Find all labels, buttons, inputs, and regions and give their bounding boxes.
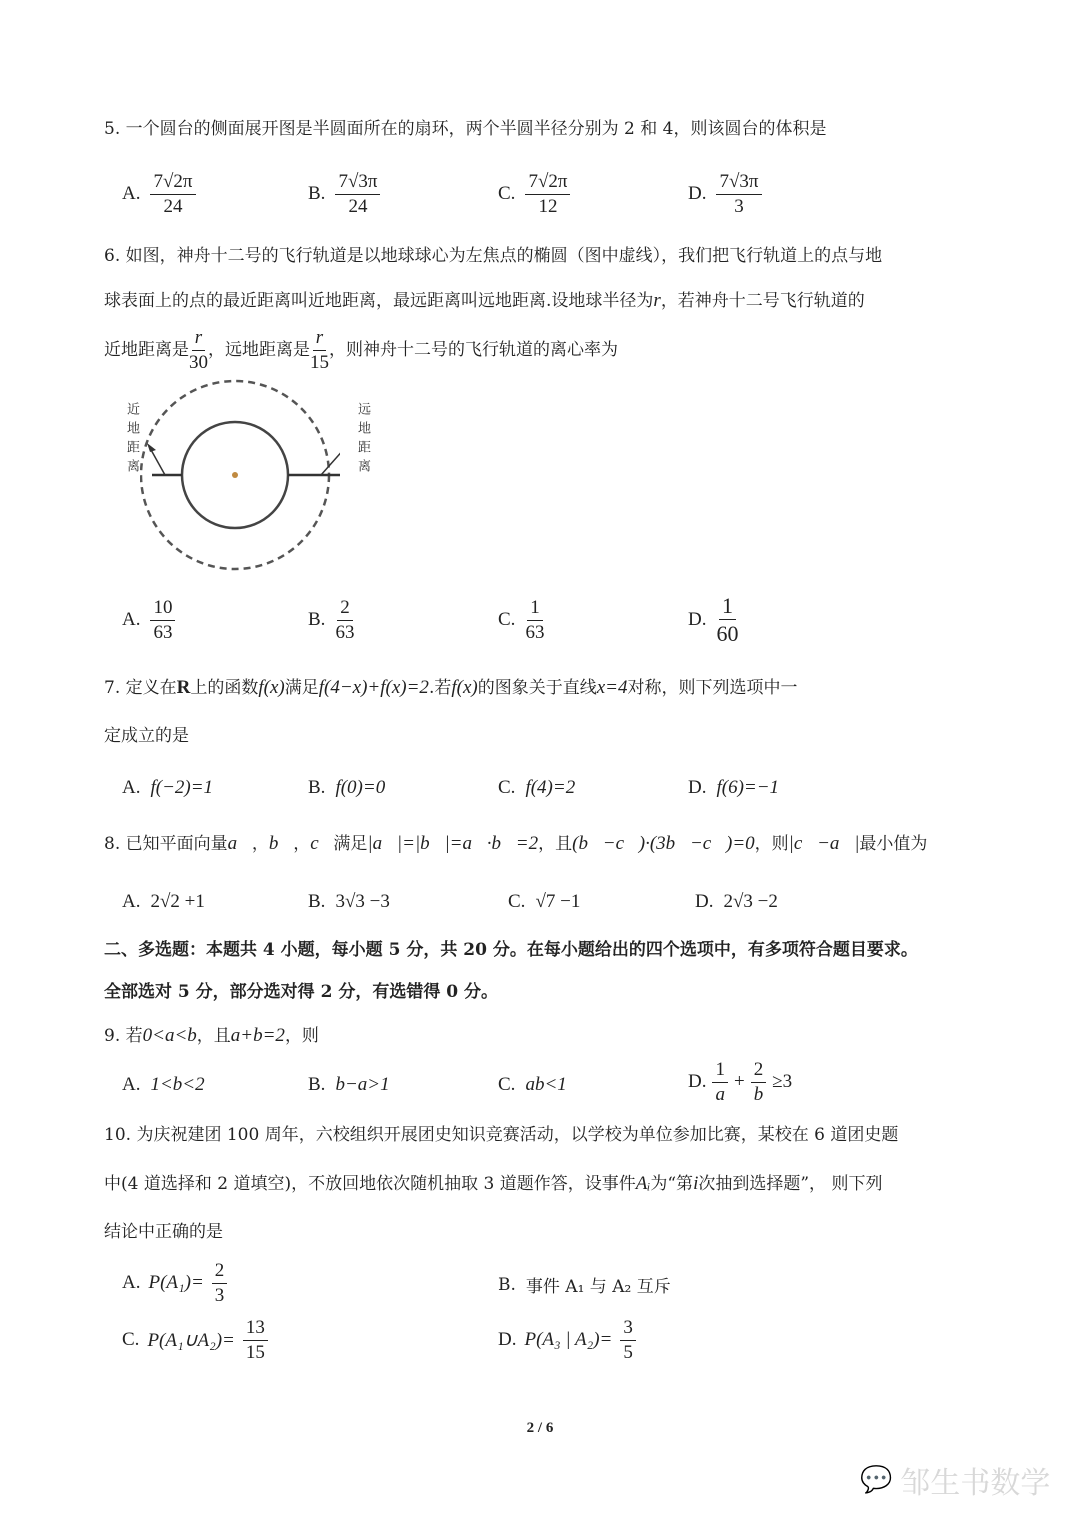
text-fragment: 次抽到选择题”， 则下列 [698, 1174, 883, 1194]
numerator: 13 [243, 1318, 268, 1341]
fraction [716, 172, 761, 217]
text-fragment: B. [308, 1074, 326, 1095]
text-fragment: f(4−x)+f(x)=2 [318, 677, 429, 698]
q6-option-c[interactable] [498, 598, 544, 643]
text-fragment: 近地距离是 [104, 339, 189, 360]
text-fragment: R [176, 677, 191, 698]
fraction [335, 598, 354, 643]
text-fragment: 8. 已知平面向量 [104, 834, 228, 854]
text-fragment: ， [293, 834, 311, 854]
numerator: 2 [337, 598, 353, 621]
denominator: 15 [245, 1341, 265, 1363]
q5-option-c[interactable] [498, 172, 570, 217]
numerator: 1 [712, 1060, 728, 1083]
q8-option-b[interactable] [308, 891, 390, 913]
denominator: 63 [335, 621, 355, 643]
text-fragment: f(4)=2 [525, 777, 576, 798]
near-distance-fraction [189, 328, 208, 373]
text-fragment: 9. 若 [104, 1026, 143, 1046]
text-fragment: c⃗ [310, 833, 334, 854]
text-fragment: D. [688, 777, 707, 798]
denominator: 3 [214, 1284, 225, 1306]
numerator: 10 [150, 598, 175, 621]
text-fragment: f(6)=−1 [716, 777, 780, 798]
q9-stem [104, 1026, 319, 1045]
q8-option-d[interactable] [695, 891, 778, 913]
option-label: C. [498, 183, 516, 205]
text-fragment: D. [688, 608, 707, 630]
text-fragment: A. [122, 1074, 141, 1095]
text-fragment: P(A₁)= [148, 1272, 204, 1294]
text-fragment: a+b=2 [230, 1025, 285, 1046]
text-fragment: b−a>1 [335, 1074, 390, 1095]
far-distance-fraction [310, 328, 329, 373]
text-fragment: f(0)=0 [335, 777, 386, 798]
text-fragment: |c⃗−a⃗| [788, 833, 860, 854]
text-fragment: 的图象关于直线 [477, 678, 597, 698]
text-fragment: C. [498, 1074, 516, 1095]
fraction [150, 598, 175, 643]
denominator: 63 [525, 621, 545, 643]
numerator: 7√3π [716, 172, 761, 195]
far-arrow [321, 448, 340, 475]
numerator: r [192, 328, 205, 351]
text-fragment: ab<1 [525, 1074, 567, 1095]
fraction [212, 1261, 228, 1306]
denominator: 12 [538, 195, 558, 217]
q8-option-c[interactable] [508, 891, 580, 913]
text-fragment: A. [122, 891, 141, 912]
q6-option-a[interactable] [122, 598, 175, 643]
option-label: D. [688, 183, 707, 205]
denominator: b [753, 1083, 764, 1105]
text-fragment: 3√3 −3 [335, 891, 390, 912]
text-fragment: ，则 [284, 1026, 319, 1046]
denominator: 3 [734, 195, 744, 217]
text-fragment: 为“第 [650, 1174, 694, 1194]
denominator: 15 [310, 351, 329, 373]
denominator: 5 [623, 1341, 633, 1363]
text-fragment: a⃗ [227, 833, 252, 854]
text-fragment: ，则 [754, 834, 789, 854]
q9-option-d[interactable] [688, 1060, 792, 1105]
denominator: a [715, 1083, 725, 1105]
fraction [243, 1318, 268, 1363]
q10-line2 [104, 1174, 882, 1193]
q5-stem: 5. 一个圆台的侧面展开图是半圆面所在的扇环，两个半圆半径分别为 2 和 4，则该圆台的体积是 [104, 119, 827, 139]
text-fragment: ，且 [538, 834, 573, 854]
text-fragment: C. [508, 891, 526, 912]
text-fragment: 最小值为 [859, 834, 928, 854]
fraction [712, 1060, 728, 1105]
text-fragment: P(A₁∪A₂)= [147, 1329, 235, 1351]
fraction [716, 594, 738, 645]
near-arrow [150, 448, 165, 475]
text-fragment: 球表面上的点的最近距离叫近地距离，最远距离叫远地距离.设地球半径为 [104, 291, 654, 311]
page-number: 2 / 6 [526, 1420, 554, 1436]
text-fragment: |a⃗|=|b⃗|=a⃗·b⃗=2 [367, 833, 539, 854]
q7-option-a[interactable] [122, 777, 213, 799]
q7-option-d[interactable] [688, 777, 779, 799]
text-fragment: x=4 [596, 677, 628, 698]
q10-line3: 结论中正确的是 [104, 1222, 223, 1242]
text-fragment: f(−2)=1 [150, 777, 214, 798]
text-fragment: 2√3 −2 [723, 891, 778, 912]
numerator: 3 [620, 1318, 636, 1341]
option-label: A. [122, 183, 141, 205]
option-label: B. [308, 183, 326, 205]
text-fragment: b⃗ [268, 833, 294, 854]
far-distance-label: 远地距离 [355, 402, 370, 478]
text-fragment: B. [308, 891, 326, 912]
watermark-text: 邹生书数学 [900, 1466, 1051, 1501]
text-fragment: r [653, 290, 661, 311]
text-fragment: f(x) [451, 677, 478, 698]
text-fragment: (b⃗−c⃗)·(3b⃗−c⃗)=0 [572, 833, 755, 854]
text-fragment: ，且 [196, 1026, 231, 1046]
text-fragment: ，若神舟十二号飞行轨道的 [660, 291, 865, 311]
q9-option-a[interactable] [122, 1074, 205, 1096]
text-fragment: 事件 A₁ 与 A₂ 互斥 [525, 1277, 671, 1297]
section-heading: 二、多选题：本题共 4 小题，每小题 5 分，共 20 分。在每小题给出的四个选项中，有多项符合题目要求。 [104, 940, 918, 960]
q7-option-b[interactable] [308, 777, 385, 799]
text-fragment: 满足 [284, 678, 319, 698]
text-fragment: D. [695, 891, 714, 912]
numerator: 7√2π [150, 172, 195, 195]
text-fragment: ≥3 [772, 1071, 793, 1093]
denominator: 63 [153, 621, 173, 643]
numerator: 1 [527, 598, 543, 621]
q6-option-d[interactable] [688, 594, 738, 645]
text-fragment: B. [308, 777, 326, 798]
text-fragment: C. [498, 609, 516, 631]
text-fragment: C. [498, 777, 516, 798]
q6-line2 [104, 291, 865, 310]
q5-option-a[interactable] [122, 172, 196, 217]
q9-option-c[interactable] [498, 1074, 567, 1096]
text-fragment: + [733, 1071, 745, 1093]
numerator: 2 [751, 1060, 767, 1083]
q10-option-d[interactable] [498, 1318, 636, 1363]
q7-option-c[interactable] [498, 777, 575, 799]
text-fragment: ， [251, 834, 269, 854]
q7-line2: 定成立的是 [104, 726, 189, 746]
text-fragment: √7 −1 [535, 891, 581, 912]
fraction [150, 172, 195, 217]
numerator: r [313, 328, 326, 351]
text-fragment [147, 443, 156, 452]
numerator: 7√3π [335, 172, 380, 195]
text-fragment: A. [122, 777, 141, 798]
q6-option-b[interactable] [308, 598, 354, 643]
q10-line1: 10. 为庆祝建团 100 周年，六校组织开展团史知识竞赛活动，以学校为单位参加比赛，某校在 6 道团史题 [104, 1125, 899, 1145]
denominator: 24 [163, 195, 183, 217]
numerator: 1 [719, 594, 736, 620]
text-fragment: 中(4 道选择和 2 道填空)，不放回地依次随机抽取 3 道题作答，设事件 [104, 1174, 636, 1194]
text-fragment: 满足 [333, 834, 368, 854]
numerator: 7√2π [525, 172, 570, 195]
orbit-diagram [140, 378, 340, 574]
text-fragment: C. [122, 1329, 140, 1351]
q6-line1: 6. 如图，神舟十二号的飞行轨道是以地球球心为左焦点的椭圆（图中虚线），我们把飞行轨道上的点与地 [104, 246, 883, 266]
text-fragment: .若 [428, 678, 452, 698]
denominator: 30 [189, 351, 208, 373]
watermark [860, 1458, 1050, 1502]
text-fragment: D. [498, 1329, 517, 1351]
denominator: 24 [348, 195, 368, 217]
text-fragment: 2√2 +1 [150, 891, 205, 912]
q5-option-d[interactable] [688, 172, 762, 217]
fraction [751, 1060, 767, 1105]
text-fragment: A. [122, 609, 141, 631]
q10-option-c[interactable] [122, 1318, 268, 1363]
text-fragment: B. [498, 1274, 516, 1295]
q6-line3 [104, 328, 618, 373]
wechat-icon: 💬 [860, 1465, 893, 1495]
text-fragment: 对称，则下列选项中一 [627, 678, 798, 698]
q7-line1 [104, 678, 797, 697]
text-fragment: i [693, 1173, 699, 1194]
text-fragment: 上的函数 [190, 678, 259, 698]
text-fragment: ，则神舟十二号的飞行轨道的离心率为 [329, 339, 618, 360]
text-fragment: P(A₃ | A₂)= [524, 1329, 613, 1351]
q5-option-b[interactable] [308, 172, 380, 217]
fraction [525, 172, 570, 217]
denominator: 60 [716, 621, 739, 647]
q10-option-b[interactable] [498, 1272, 671, 1297]
fraction [525, 598, 544, 643]
text-fragment: ，远地距离是 [208, 339, 310, 360]
q8-stem [104, 834, 927, 853]
earth-center [232, 472, 238, 478]
near-distance-label: 近地距离 [124, 402, 139, 478]
text-fragment: Aᵢ [635, 1173, 651, 1194]
numerator: 2 [212, 1261, 228, 1284]
q9-option-b[interactable] [308, 1074, 390, 1096]
fraction [620, 1318, 636, 1363]
text-fragment: 1<b<2 [150, 1074, 205, 1095]
q10-option-a[interactable] [122, 1261, 227, 1306]
text-fragment: 0<a<b [142, 1025, 197, 1046]
text-fragment: f(x) [258, 677, 285, 698]
section-scoring: 全部选对 5 分，部分选对得 2 分，有选错得 0 分。 [104, 982, 498, 1002]
text-fragment: B. [308, 609, 326, 631]
text-fragment: A. [122, 1272, 141, 1294]
text-fragment: D. [688, 1071, 707, 1093]
q8-option-a[interactable] [122, 891, 205, 913]
text-fragment: 7. 定义在 [104, 678, 177, 698]
fraction [335, 172, 380, 217]
